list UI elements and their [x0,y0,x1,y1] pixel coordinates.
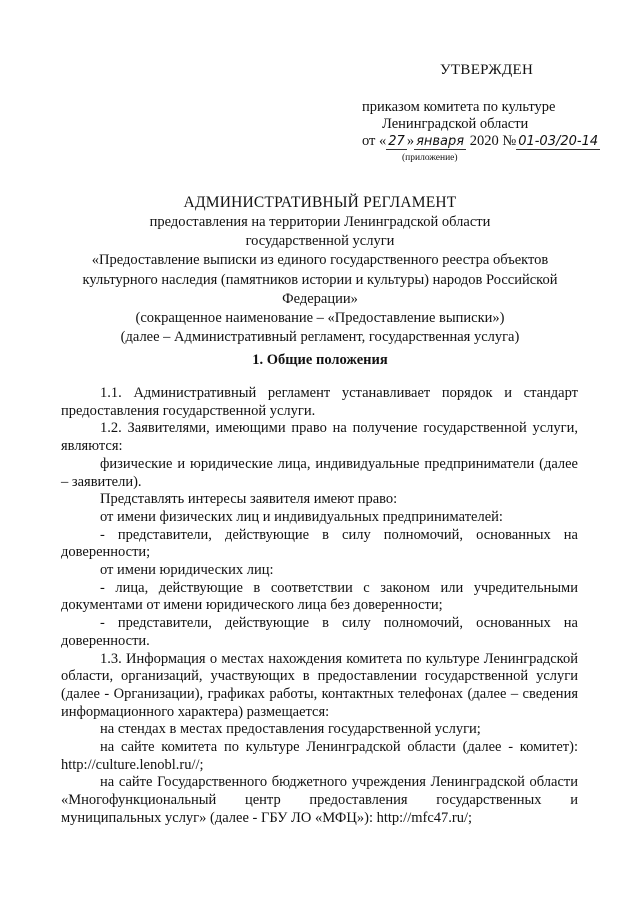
handwritten-day: 27 [388,134,405,149]
approval-date-line [362,133,600,150]
date-year: 2020 № [469,133,517,149]
paragraph: от имени юридических лиц: [100,562,274,579]
paragraph: 1.3. Информация о местах нахождения комитета по культуре Ленинградской области, организаций, участвующих в предоставлении государственной услуги (далее - Организации), графиках работы, контактных телефонах (далее – сведения информационного характера) размещается: [61,650,578,720]
list-item: - представители, действующие в силу полномочий, основанных на доверенности; [61,526,578,561]
title-line-2: государственной услуги [245,233,395,250]
paragraph: от имени физических лиц и индивидуальных предпринимателей: [100,508,503,525]
list-item: - представители, действующие в силу полномочий, основанных на доверенности. [61,615,578,649]
approval-region-line: Ленинградской области [382,116,529,132]
paragraph: 1.2. Заявителями, имеющими право на получение государственной услуги, являются: [61,420,578,455]
document-body [61,385,578,828]
title-hereinafter: (далее – Административный регламент, государственная услуга) [120,329,520,346]
date-prefix: от « [362,133,387,149]
list-item: - лица, действующие в соответствии с законом или учредительными документами от имени юридического лица без доверенности; [61,579,578,614]
title-line-1: предоставления на территории Ленинградской области [149,214,491,230]
paragraph: физические и юридические лица, индивидуальные предприниматели (далее – заявители). [61,455,578,490]
title-service-name: «Предоставление выписки из единого государственного реестра объектов культурного наследия (памятников истории и культуры) народов Российской Федерации» [82,252,558,307]
approval-title: УТВЕРЖДЕН [440,62,534,78]
paragraph: на стендах в местах предоставления государственной услуги; [100,721,481,738]
approval-order-line: приказом комитета по культуре [362,99,556,115]
document-title: АДМИНИСТРАТИВНЫЙ РЕГЛАМЕНТ [183,194,457,211]
paragraph: на сайте комитета по культуре Ленинградской области (далее - комитет): http://culture.lenobl.ru//; [61,739,578,773]
paragraph: 1.1. Административный регламент устанавливает порядок и стандарт предоставления государственной услуги. [61,385,578,419]
paragraph: Представлять интересы заявителя имеют право: [100,491,398,508]
date-mid: » [406,133,415,149]
handwritten-month: января [416,134,465,149]
title-short-name: (сокращенное наименование – «Предоставление выписки») [135,310,505,327]
approval-note: (приложение) [402,153,458,163]
section-heading: 1. Общие положения [252,352,388,368]
title-block [60,193,580,347]
paragraph: на сайте Государственного бюджетного учреждения Ленинградской области «Многофункциональный центр предоставления государственных и муниципальных услуг» (далее - ГБУ ЛО «МФЦ»): http://mfc47.ru/; [61,774,578,826]
handwritten-number: 01-03/20-14 [518,134,599,149]
